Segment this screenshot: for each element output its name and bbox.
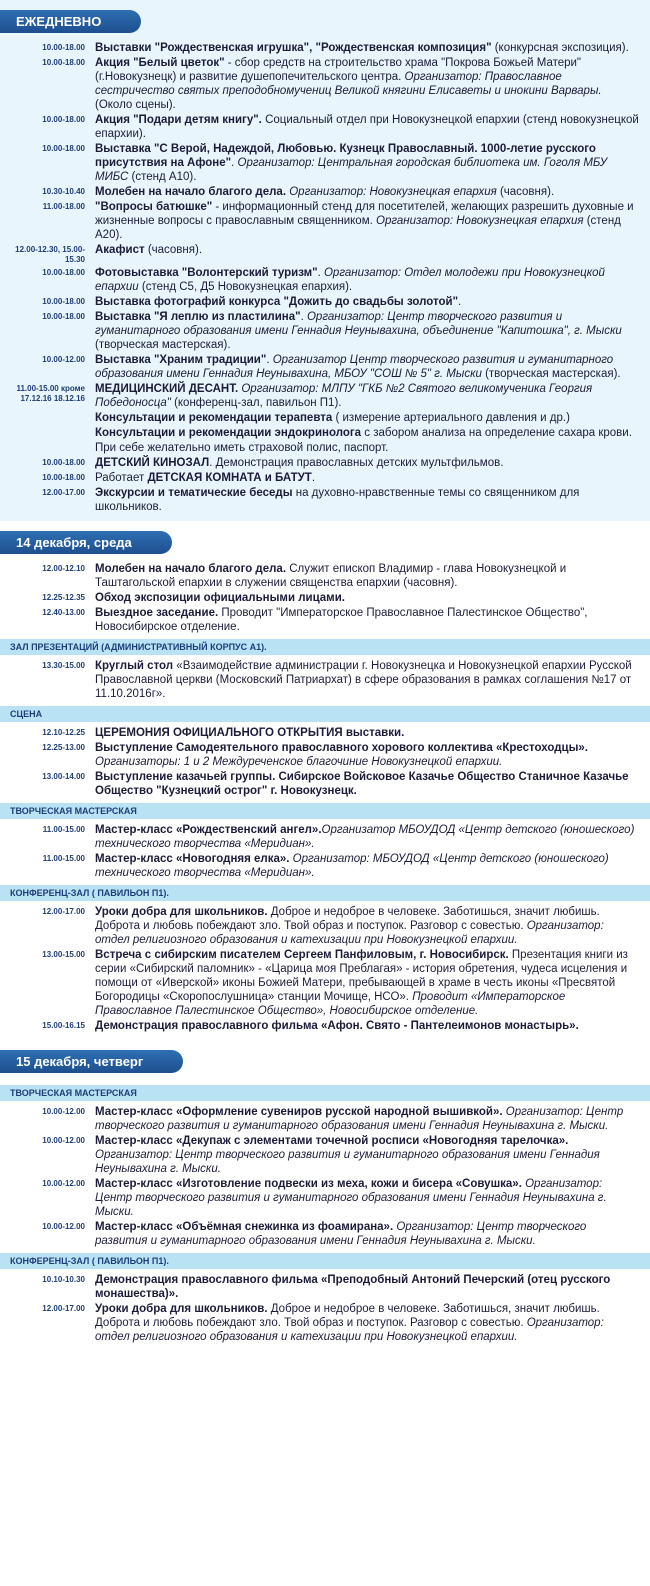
entry-text xyxy=(95,456,640,470)
entry-time: 11.00-18.00 xyxy=(42,202,85,211)
entry-description: ( измерение артериального давления и др.) xyxy=(332,412,570,424)
entry-time: 12.10-12.25 xyxy=(42,728,85,737)
entry-title: ЦЕРЕМОНИЯ ОФИЦИАЛЬНОГО ОТКРЫТИЯ выставки. xyxy=(95,727,405,739)
entry-organizer: Организатор: Центр творческого развития и гуманитарного образования имени Геннадия Неунывахина г. Мыски. xyxy=(95,1106,624,1132)
master14-entries xyxy=(0,823,650,881)
entry-text xyxy=(95,243,640,257)
entry-time: 12.00-17.00 xyxy=(42,488,85,497)
entry-description: Служит епископ Владимир - глава Новокузнецкой и Таштагольской епархии в служении священства епархии (часовня). xyxy=(95,563,567,589)
schedule-entry xyxy=(0,726,650,741)
entry-text xyxy=(95,591,640,605)
entry-description: - сбор средств на строительство храма "Покрова Божьей Матери" (г.Новокузнецк) и развитие душепопечительского центра. xyxy=(95,57,582,83)
entry-organizer: Организатор: Новокузнецкая епархия xyxy=(376,215,584,227)
entry-text xyxy=(95,905,640,947)
entry-text xyxy=(95,1134,640,1176)
entry-title: Выступление Самодеятельного православного хорового коллектива «Крестоходцы». xyxy=(95,742,589,754)
schedule-entry xyxy=(0,382,650,411)
entry-time: 10.10-10.30 xyxy=(42,1275,85,1284)
schedule-entry xyxy=(0,770,650,799)
entry-text xyxy=(95,562,640,590)
schedule-entry xyxy=(0,426,650,441)
entry-title: Мастер-класс «Изготовление подвески из меха, кожи и бисера «Совушка». xyxy=(95,1178,522,1190)
entry-title: Экскурсии и тематические беседы xyxy=(95,487,293,499)
entry-organizer: Организатор: отдел религиозного образования и катехизации при Новокузнецкой епархии. xyxy=(95,920,604,946)
entry-title: Встреча с сибирским писателем Сергеем Панфиловым, г. Новосибирск. xyxy=(95,949,509,961)
entry-title: Демонстрация православного фильма «Афон. Свято - Пантелеимонов монастырь». xyxy=(95,1020,579,1032)
entry-organizer: Организатор: МЛПУ "ГКБ №2 Святого великомученика Георгия Победоносца" xyxy=(95,383,593,409)
entry-time: 10.00-18.00 xyxy=(42,115,85,124)
entry-title: Фотовыставка "Волонтерский туризм" xyxy=(95,267,318,279)
entry-organizer: Организатор: Православное сестричество святых преподобномучениц Великой княгини Елисаветы и инокини Варвары. xyxy=(95,71,602,97)
scene-label: СЦЕНА xyxy=(0,706,650,722)
master14-label: ТВОРЧЕСКАЯ МАСТЕРСКАЯ xyxy=(0,803,650,819)
entry-time: 11.00-15.00 xyxy=(42,825,85,834)
entry-text xyxy=(95,185,640,199)
entry-title: Уроки добра для школьников. xyxy=(95,1303,268,1315)
entry-location: (стенд С5, Д5 Новокузнецкая епархия). xyxy=(138,281,353,293)
entry-time: 10.00-18.00 xyxy=(42,458,85,467)
conf14-entries xyxy=(0,905,650,1034)
entry-description: - информационный стенд для посетителей, желающих разрешить духовные и жизненные вопросы с православным священником. xyxy=(95,201,634,227)
entry-time xyxy=(10,441,95,443)
schedule-entry xyxy=(0,295,650,310)
master15-label: ТВОРЧЕСКАЯ МАСТЕРСКАЯ xyxy=(0,1085,650,1101)
day15-tab: 15 декабря, четверг xyxy=(0,1050,183,1073)
entry-description: . xyxy=(458,296,462,308)
entry-location: . xyxy=(311,472,316,484)
entry-title: Выставка "Храним традиции" xyxy=(95,354,267,366)
schedule-entry xyxy=(0,266,650,295)
entry-organizer: Организатор МБОУДОД «Центр детского (юношеского) технического творчества «Меридиан». xyxy=(95,824,635,850)
entry-time: 10.00-12.00 xyxy=(42,355,85,364)
schedule-entry xyxy=(0,948,650,1019)
entry-organizer: Организатор: Центр творческого развития и гуманитарного образования имени Геннадия Неунывахина, объединение "Капитошка", г. Мыски xyxy=(95,311,622,337)
daily-entries xyxy=(0,41,650,515)
schedule-entry xyxy=(0,113,650,142)
entry-description: . xyxy=(300,311,307,323)
entry-text xyxy=(95,382,640,410)
entry-time: 12.40-13.00 xyxy=(42,608,85,617)
entry-description: При себе желательно иметь страховой полис, паспорт. xyxy=(95,442,389,454)
entry-organizer: Организатор: Центр творческого развития и гуманитарного образования имени Геннадия Неунывахина г. Мыски. xyxy=(95,1221,587,1247)
scene-entries xyxy=(0,726,650,799)
entry-text xyxy=(95,200,640,242)
entry-description: с забором анализа на определение сахара крови. xyxy=(361,427,632,439)
schedule-entry xyxy=(0,353,650,382)
entry-time xyxy=(10,426,95,428)
entry-title: Мастер-класс «Декупаж с элементами точечной росписи «Новогодняя тарелочка». xyxy=(95,1135,569,1147)
entry-time: 10.00-12.00 xyxy=(42,1107,85,1116)
entry-time: 12.25-12.35 xyxy=(42,593,85,602)
schedule-entry xyxy=(0,41,650,56)
zal-entries xyxy=(0,659,650,702)
entry-text xyxy=(95,1019,640,1033)
entry-location: (Около сцены). xyxy=(95,99,176,111)
schedule-entry xyxy=(0,1220,650,1249)
entry-description: . xyxy=(231,157,238,169)
entry-text xyxy=(95,823,640,851)
entry-text xyxy=(95,426,640,440)
entry-text xyxy=(95,852,640,880)
entry-organizer: Организаторы: 1 и 2 Междуреченское благочиние Новокузнецкой епархии. xyxy=(95,756,503,768)
day15-section xyxy=(0,1040,650,1351)
entry-text xyxy=(95,441,640,455)
entry-location: (конференц-зал, павильон П1). xyxy=(170,397,342,409)
entry-text xyxy=(95,1302,640,1344)
entry-text xyxy=(95,486,640,514)
entry-location: (часовня). xyxy=(496,186,555,198)
entry-text xyxy=(95,1220,640,1248)
entry-text xyxy=(95,726,640,740)
day14-tab: 14 декабря, среда xyxy=(0,531,172,554)
schedule-entry xyxy=(0,1134,650,1177)
day14-section xyxy=(0,521,650,1040)
entry-title: Акция "Подари детям книгу". xyxy=(95,114,262,126)
entry-text xyxy=(95,659,640,701)
entry-location: (творческая мастерская). xyxy=(95,339,231,351)
schedule-entry xyxy=(0,659,650,702)
entry-time: 10.00-18.00 xyxy=(42,473,85,482)
entry-time: 10.00-18.00 xyxy=(42,268,85,277)
entry-time: 10.00-12.00 xyxy=(42,1136,85,1145)
schedule-entry xyxy=(0,741,650,770)
entry-organizer: Организатор: МБОУДОД «Центр детского (юношеского) технического творчества «Меридиан». xyxy=(95,853,609,879)
entry-time: 12.00-17.00 xyxy=(42,1304,85,1313)
entry-time: 11.00-15.00 xyxy=(42,854,85,863)
entry-organizer: Организатор Центр творческого развития и гуманитарного образования имени Геннадия Неунывахина, МБОУ "СОШ № 5" г. Мыски xyxy=(95,354,614,380)
entry-time: 10.00-18.00 xyxy=(42,312,85,321)
schedule-entry xyxy=(0,606,650,635)
entry-organizer: Организатор: Центр творческого развития и гуманитарного образования имени Геннадия Неунывахина г. Мыски. xyxy=(95,1149,600,1175)
entry-description: Презентация книги из серии «Сибирский паломник» - «Царица моя Преблагая» - история обретения, чудеса исцеления и помощи от «Иверской» иконы Божией Матери, пребывающей в храме в честь иконы «Пресвятой Богородицы «Скоропослушница» станции Мочище, НСО». xyxy=(95,949,628,1003)
entry-title: Выставка фотографий конкурса "Дожить до свадьбы золотой" xyxy=(95,296,459,308)
entry-description: Доброе и недоброе в человеке. Заботишься, значит любишь. Доброта и любовь побеждают зло. Твой образ и поступок. Разговор с совестью. xyxy=(95,906,600,932)
schedule-entry xyxy=(0,1273,650,1302)
entry-time: 13.30-15.00 xyxy=(42,661,85,670)
schedule-entry xyxy=(0,142,650,185)
entry-time: 10.00-18.00 xyxy=(42,144,85,153)
entry-title: Обход экспозиции официальными лицами. xyxy=(95,592,345,604)
entry-text xyxy=(95,1105,640,1133)
entry-description: . Демонстрация православных детских мультфильмов. xyxy=(209,457,504,469)
entry-title: Выездное заседание. xyxy=(95,607,219,619)
entry-title: Акафист xyxy=(95,244,145,256)
entry-title: ДЕТСКАЯ КОМНАТА и БАТУТ xyxy=(147,472,312,484)
entry-description: Проводит "Императорское Православное Палестинское Общество", Новосибирское отделение. xyxy=(95,607,588,633)
conf14-label: КОНФЕРЕНЦ-ЗАЛ ( ПАВИЛЬОН П1). xyxy=(0,885,650,901)
schedule-entry xyxy=(0,1105,650,1134)
schedule-entry xyxy=(0,441,650,456)
entry-time: 10.00-12.00 xyxy=(42,1222,85,1231)
entry-description: . xyxy=(317,267,324,279)
entry-title: "Вопросы батюшке" xyxy=(95,201,213,213)
schedule-entry xyxy=(0,471,650,486)
entry-organizer: Организатор: Центральная городская библиотека им. Гоголя МБУ МИБС xyxy=(95,157,608,183)
entry-text xyxy=(95,948,640,1018)
entry-time xyxy=(10,411,95,413)
entry-organizer: Организатор: Новокузнецкая епархия xyxy=(289,186,497,198)
entry-time: 10.00-18.00 xyxy=(42,297,85,306)
entry-text xyxy=(95,606,640,634)
schedule-entry xyxy=(0,1177,650,1220)
entry-time: 10.00-12.00 xyxy=(42,1179,85,1188)
entry-organizer: Организатор: Центр творческого развития и гуманитарного образования имени Геннадия Неунывахина г. Мыски. xyxy=(95,1178,607,1218)
entry-description: «Взаимодействие администрации г. Новокузнецка и Новокузнецкой епархии Русской Православной церкви (Московский Патриархат) в сфере образования в рамках соглашения №17 от 11.10.2016г». xyxy=(95,660,632,700)
entry-time: 15.00-16.15 xyxy=(42,1021,85,1030)
entry-text xyxy=(95,1273,640,1301)
schedule-entry xyxy=(0,310,650,353)
entry-text xyxy=(95,113,640,141)
entry-text xyxy=(95,310,640,352)
entry-time: 10.00-18.00 xyxy=(42,58,85,67)
entry-title: Круглый стол xyxy=(95,660,174,672)
entry-text xyxy=(95,56,640,112)
entry-title: Выступление казачьей группы. Сибирское Войсковое Казачье Общество Станичное Казачье Общество "Кузнецкий острог" г. Новокузнецк. xyxy=(95,771,629,797)
entry-title: Молебен на начало благого дела. xyxy=(95,186,287,198)
schedule-entry xyxy=(0,591,650,606)
entry-organizer: Организатор: Отдел молодежи при Новокузнецкой епархии xyxy=(95,267,605,293)
entry-time: 13.00-14.00 xyxy=(42,772,85,781)
conf15-entries xyxy=(0,1273,650,1345)
schedule-entry xyxy=(0,486,650,515)
entry-text xyxy=(95,471,640,485)
entry-time: 11.00-15.00 кроме 17.12.16 18.12.16 xyxy=(16,384,85,403)
entry-title: Мастер-класс «Рождественский ангел». xyxy=(95,824,322,836)
schedule-entry xyxy=(0,1019,650,1034)
entry-title: МЕДИЦИНСКИЙ ДЕСАНТ. xyxy=(95,383,239,395)
entry-description: . xyxy=(266,354,273,366)
entry-description: на духовно-нравственные темы со священником для школьников. xyxy=(95,487,580,513)
master15-entries xyxy=(0,1105,650,1249)
schedule-entry xyxy=(0,200,650,243)
entry-title: Выставка "С Верой, Надеждой, Любовью. Кузнецк Православный. 1000-летие русского присутствия на Афоне" xyxy=(95,143,596,169)
entry-title: Мастер-класс «Оформление сувениров русской народной вышивкой». xyxy=(95,1106,503,1118)
entry-title: Демонстрация православного фильма «Преподобный Антоний Печерский (отец русского монашества)». xyxy=(95,1274,611,1300)
entry-title: Выставка "Я леплю из пластилина" xyxy=(95,311,301,323)
entry-description: (часовня). xyxy=(144,244,203,256)
entry-time: 10.00-18.00 xyxy=(42,43,85,52)
entry-text xyxy=(95,295,640,309)
schedule-entry xyxy=(0,1302,650,1345)
entry-location: (творческая мастерская). xyxy=(481,368,621,380)
schedule-entry xyxy=(0,56,650,113)
schedule-entry xyxy=(0,243,650,266)
entry-description: Доброе и недоброе в человеке. Заботишься, значит любишь. Доброта и любовь побеждают зло. Твой образ и поступок. Разговор с совестью. xyxy=(95,1303,600,1329)
entry-location: (стенд А10). xyxy=(128,171,197,183)
entry-text xyxy=(95,142,640,184)
entry-text xyxy=(95,411,640,425)
entry-title: Консультации и рекомендации эндокринолога xyxy=(95,427,362,439)
entry-text xyxy=(95,353,640,381)
entry-organizer: Организатор: отдел религиозного образования и катехизации при Новокузнецкой епархии. xyxy=(95,1317,604,1343)
schedule-entry xyxy=(0,411,650,426)
entry-description: Социальный отдел при Новокузнецкой епархии (стенд новокузнецкой епархии). xyxy=(95,114,639,140)
entry-time: 12.00-12.30, 15.00-15.30 xyxy=(15,245,85,264)
entry-description: Работает xyxy=(95,472,148,484)
schedule-entry xyxy=(0,185,650,200)
entry-text xyxy=(95,741,640,769)
entry-title: Выставки "Рождественская игрушка", "Рождественская композиция" xyxy=(95,42,492,54)
entry-title: Мастер-класс «Объёмная снежинка из фоамирана». xyxy=(95,1221,394,1233)
schedule-entry xyxy=(0,562,650,591)
entry-text xyxy=(95,1177,640,1219)
entry-title: Консультации и рекомендации терапевта xyxy=(95,412,333,424)
entry-time: 12.25-13.00 xyxy=(42,743,85,752)
entry-title: Мастер-класс «Новогодняя елка». xyxy=(95,853,290,865)
daily-tab: ЕЖЕДНЕВНО xyxy=(0,10,141,33)
entry-description: (конкурсная экспозиция). xyxy=(491,42,629,54)
entry-time: 12.00-17.00 xyxy=(42,907,85,916)
entry-text xyxy=(95,770,640,798)
entry-text xyxy=(95,41,640,55)
entry-organizer: Проводит «Императорское Православное Палестинское Общество», Новосибирское отделение. xyxy=(95,991,566,1017)
entry-title: ДЕТСКИЙ КИНОЗАЛ xyxy=(95,457,210,469)
schedule-entry xyxy=(0,905,650,948)
schedule-entry xyxy=(0,456,650,471)
entry-text xyxy=(95,266,640,294)
conf15-label: КОНФЕРЕНЦ-ЗАЛ ( ПАВИЛЬОН П1). xyxy=(0,1253,650,1269)
entry-time: 10.30-10.40 xyxy=(42,187,85,196)
daily-section xyxy=(0,0,650,521)
zal-label: ЗАЛ ПРЕЗЕНТАЦИЙ (АДМИНИСТРАТИВНЫЙ КОРПУС А1). xyxy=(0,639,650,655)
schedule-entry xyxy=(0,852,650,881)
entry-location: (стенд А20). xyxy=(95,215,621,241)
entry-time: 12.00-12.10 xyxy=(42,564,85,573)
entry-title: Акция "Белый цветок" xyxy=(95,57,225,69)
day14-entries xyxy=(0,562,650,635)
schedule-entry xyxy=(0,823,650,852)
entry-title: Уроки добра для школьников. xyxy=(95,906,268,918)
entry-title: Молебен на начало благого дела. xyxy=(95,563,287,575)
entry-time: 13.00-15.00 xyxy=(42,950,85,959)
